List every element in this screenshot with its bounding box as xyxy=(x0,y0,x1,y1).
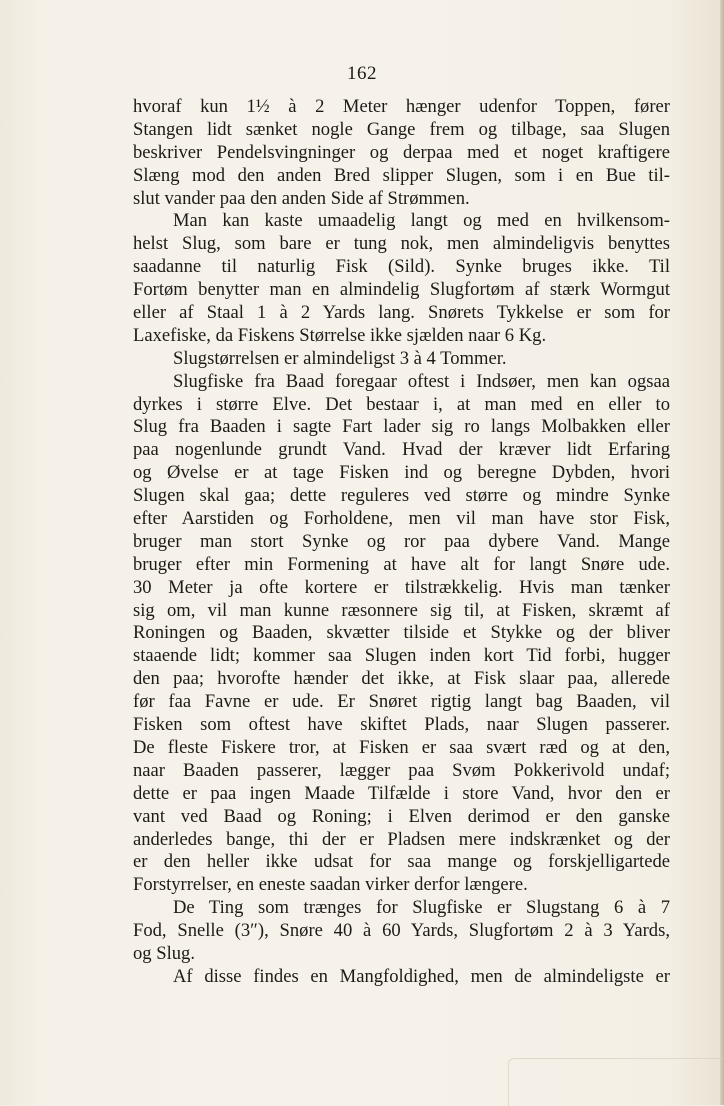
text-line: Fortøm benytter man en almindelig Slugfortøm af stærk Wormgut xyxy=(133,279,670,301)
text-line: Slæng mod den anden Bred slipper Slugen, som i en Bue til- xyxy=(133,164,670,186)
text-line: saadanne til naturlig Fisk (Sild). Synke bruges ikke. Til xyxy=(133,256,670,278)
text-line: Fod, Snelle (3″), Snøre 40 à 60 Yards, Slugfortøm 2 à 3 Yards, xyxy=(133,920,670,942)
text-line: Forstyrrelser, en eneste saadan virker derfor længere. xyxy=(133,874,528,896)
page-edge xyxy=(720,0,724,1105)
text-line: og Slug. xyxy=(133,942,195,964)
text-line: naar Baaden passerer, lægger paa Svøm Pokkerivold undaf; xyxy=(133,759,670,781)
text-line: De Ting som trænges for Slugfiske er Slugstang 6 à 7 xyxy=(173,897,670,919)
text-line: før faa Favne er ude. Er Snøret rigtig langt bag Baaden, vil xyxy=(133,691,670,713)
text-line: Fisken som oftest have skiftet Plads, naar Slugen passerer. xyxy=(133,714,670,736)
text-line: helst Slug, som bare er tung nok, men almindeligvis benyttes xyxy=(133,233,670,255)
text-line: Slugen skal gaa; dette reguleres ved større og mindre Synke xyxy=(133,485,670,507)
text-line: dette er paa ingen Maade Tilfælde i store Vand, hvor den er xyxy=(133,782,670,804)
text-line: Slugstørrelsen er almindeligst 3 à 4 Tommer. xyxy=(173,347,507,369)
text-line: slut vander paa den anden Side af Strømmen. xyxy=(133,187,470,209)
text-line: efter Aarstiden og Forholdene, men vil man have stor Fisk, xyxy=(133,508,670,530)
text-line: vant ved Baad og Roning; i Elven derimod er den ganske xyxy=(133,805,670,827)
text-line: Man kan kaste umaadelig langt og med en hvilkensom- xyxy=(173,210,670,232)
text-line: den paa; hvorofte hænder det ikke, at Fisk slaar paa, allerede xyxy=(133,668,670,690)
text-line: anderledes bange, thi der er Pladsen mere indskrænket og der xyxy=(133,828,670,850)
text-line: eller af Staal 1 à 2 Yards lang. Snørets Tykkelse er som for xyxy=(133,302,670,324)
text-line: beskriver Pendelsvingninger og derpaa med et noget kraftigere xyxy=(133,141,670,163)
text-line: Roningen og Baaden, skvætter tilside et Stykke og der bliver xyxy=(133,622,670,644)
paper-fold-mark xyxy=(508,1058,724,1106)
text-line: staaende lidt; kommer saa Slugen inden kort Tid forbi, hugger xyxy=(133,645,670,667)
text-line: Slugfiske fra Baad foregaar oftest i Indsøer, men kan ogsaa xyxy=(173,370,670,392)
body-text xyxy=(133,96,670,989)
text-line: Stangen lidt sænket nogle Gange frem og tilbage, saa Slugen xyxy=(133,118,670,140)
text-line: er den heller ikke udsat for saa mange og forskjelligartede xyxy=(133,851,670,873)
text-line: Slug fra Baaden i sagte Fart lader sig ro langs Molbakken eller xyxy=(133,416,670,438)
text-line: sig om, vil man kunne ræsonnere sig til, at Fisken, skræmt af xyxy=(133,599,670,621)
text-line: bruger man stort Synke og ror paa dybere Vand. Mange xyxy=(133,530,670,552)
text-line: bruger efter min Formening at have alt for langt Snøre ude. xyxy=(133,553,670,575)
text-line: dyrkes i større Elve. Det bestaar i, at man med en eller to xyxy=(133,393,670,415)
text-line: og Øvelse er at tage Fisken ind og beregne Dybden, hvori xyxy=(133,462,670,484)
text-line: hvoraf kun 1½ à 2 Meter hænger udenfor Toppen, fører xyxy=(133,96,670,117)
page-number: 162 xyxy=(347,63,377,84)
text-line: Af disse findes en Mangfoldighed, men de almindeligste er xyxy=(173,965,670,987)
text-line: Laxefiske, da Fiskens Størrelse ikke sjælden naar 6 Kg. xyxy=(133,324,547,346)
text-line: 30 Meter ja ofte kortere er tilstrækkelig. Hvis man tænker xyxy=(133,576,670,598)
text-line: De fleste Fiskere tror, at Fisken er saa svært ræd og at den, xyxy=(133,736,670,758)
text-line: paa nogenlunde grundt Vand. Hvad der kræver lidt Erfaring xyxy=(133,439,670,461)
